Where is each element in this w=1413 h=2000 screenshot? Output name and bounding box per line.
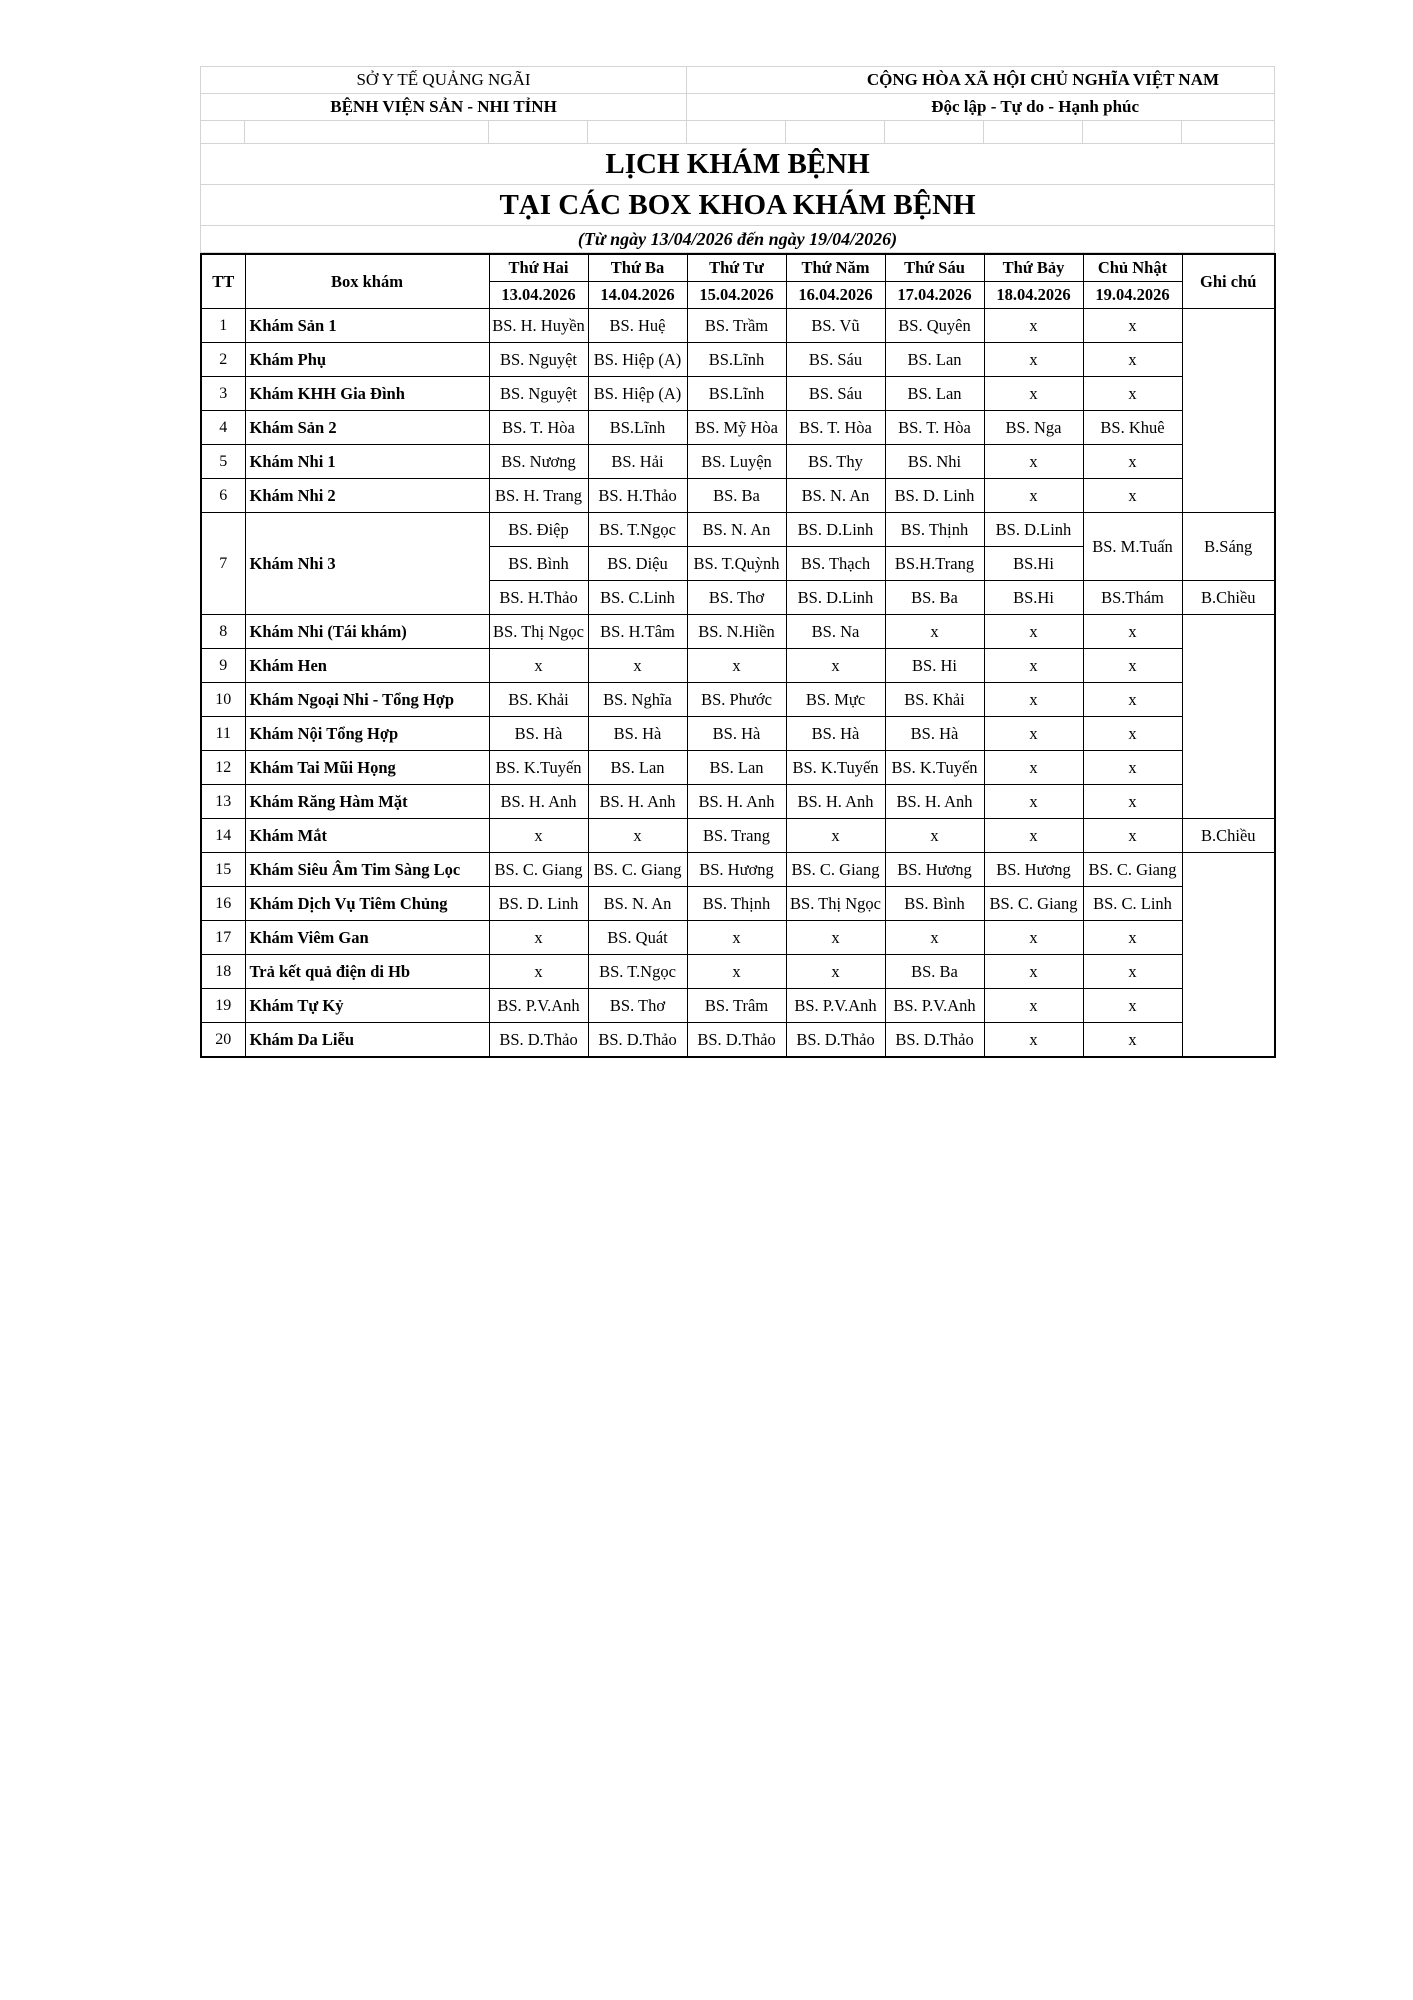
table-row xyxy=(201,309,1275,343)
doctor-cell: BS. Luyện xyxy=(687,445,786,479)
row-number: 1 xyxy=(201,309,245,343)
box-name: Khám Nhi (Tái khám) xyxy=(245,615,489,649)
row-number: 6 xyxy=(201,479,245,513)
table-row xyxy=(201,853,1275,887)
doctor-cell: BS. H. Trang xyxy=(489,479,588,513)
doctor-cell: BS.Hi xyxy=(984,547,1083,581)
doctor-cell: BS. Ba xyxy=(687,479,786,513)
doctor-cell: BS. C. Giang xyxy=(1083,853,1182,887)
schedule-table xyxy=(200,253,1276,1058)
doctor-cell: BS. C. Giang xyxy=(489,853,588,887)
doctor-cell: BS. Ba xyxy=(885,581,984,615)
column-header-box: Box khám xyxy=(245,254,489,309)
row-number: 4 xyxy=(201,411,245,445)
hospital-name: BỆNH VIỆN SẢN - NHI TỈNH xyxy=(201,94,687,121)
doctor-cell: BS. Hà xyxy=(786,717,885,751)
schedule-body xyxy=(201,309,1275,1058)
doctor-cell: x xyxy=(786,921,885,955)
table-row xyxy=(201,717,1275,751)
table-row xyxy=(201,955,1275,989)
doctor-cell: BS. D.Linh xyxy=(786,581,885,615)
doctor-cell: BS. Na xyxy=(786,615,885,649)
row-number: 17 xyxy=(201,921,245,955)
box-name: Khám Nhi 1 xyxy=(245,445,489,479)
doctor-cell: BS. T.Quỳnh xyxy=(687,547,786,581)
doctor-cell: BS. T.Ngọc xyxy=(588,513,687,547)
table-row xyxy=(201,683,1275,717)
doctor-cell: BS.Lĩnh xyxy=(687,377,786,411)
table-row xyxy=(201,377,1275,411)
doctor-cell: x xyxy=(786,649,885,683)
doctor-cell: BS. T.Ngọc xyxy=(588,955,687,989)
doctor-cell: BS.Hi xyxy=(984,581,1083,615)
doctor-cell: BS. Nguyệt xyxy=(489,377,588,411)
doctor-cell: x xyxy=(1083,1023,1182,1058)
doctor-cell: BS. K.Tuyến xyxy=(786,751,885,785)
column-header-date: 18.04.2026 xyxy=(984,282,1083,309)
doctor-cell: x xyxy=(1083,921,1182,955)
doctor-cell: x xyxy=(1083,479,1182,513)
doctor-cell: x xyxy=(984,649,1083,683)
doctor-cell: BS. Hiệp (A) xyxy=(588,343,687,377)
doctor-cell: x xyxy=(984,751,1083,785)
box-name: Khám KHH Gia Đình xyxy=(245,377,489,411)
table-row xyxy=(201,411,1275,445)
column-header-date: 19.04.2026 xyxy=(1083,282,1182,309)
doctor-cell: BS. Thị Ngọc xyxy=(489,615,588,649)
doctor-cell: BS. Bình xyxy=(885,887,984,921)
doctor-cell: x xyxy=(786,955,885,989)
row-number: 15 xyxy=(201,853,245,887)
doctor-cell: x xyxy=(1083,309,1182,343)
doctor-cell: BS. Lan xyxy=(588,751,687,785)
doctor-cell: x xyxy=(984,955,1083,989)
doctor-cell: BS. M.Tuấn xyxy=(1083,513,1182,581)
table-row xyxy=(201,785,1275,819)
table-row xyxy=(201,343,1275,377)
doctor-cell: x xyxy=(489,819,588,853)
note-cell: B.Chiều xyxy=(1182,819,1275,853)
doctor-cell: BS. Điệp xyxy=(489,513,588,547)
doctor-cell: x xyxy=(1083,785,1182,819)
row-number: 20 xyxy=(201,1023,245,1058)
doctor-cell: BS. Thạch xyxy=(786,547,885,581)
note-cell xyxy=(1182,309,1275,513)
doctor-cell: x xyxy=(687,921,786,955)
column-header-day: Thứ Hai xyxy=(489,254,588,282)
doctor-cell: BS. D.Linh xyxy=(984,513,1083,547)
doctor-cell: BS. Hà xyxy=(885,717,984,751)
doctor-cell: BS. Sáu xyxy=(786,343,885,377)
doctor-cell: BS. Nương xyxy=(489,445,588,479)
note-cell: B.Sáng xyxy=(1182,513,1275,581)
doctor-cell: x xyxy=(1083,343,1182,377)
doctor-cell: BS. K.Tuyến xyxy=(489,751,588,785)
row-number: 10 xyxy=(201,683,245,717)
column-header-day: Thứ Năm xyxy=(786,254,885,282)
doctor-cell: x xyxy=(885,615,984,649)
doctor-cell: BS. D. Linh xyxy=(885,479,984,513)
table-row xyxy=(201,615,1275,649)
doctor-cell: BS. P.V.Anh xyxy=(489,989,588,1023)
doctor-cell: x xyxy=(1083,751,1182,785)
doctor-cell: BS. C. Giang xyxy=(984,887,1083,921)
row-number: 13 xyxy=(201,785,245,819)
doctor-cell: BS. H. Anh xyxy=(885,785,984,819)
doctor-cell: BS. C. Giang xyxy=(588,853,687,887)
doctor-cell: BS.Thám xyxy=(1083,581,1182,615)
row-number: 5 xyxy=(201,445,245,479)
box-name: Khám Hen xyxy=(245,649,489,683)
column-header-day: Thứ Ba xyxy=(588,254,687,282)
doctor-cell: BS. Thy xyxy=(786,445,885,479)
agency-name: SỞ Y TẾ QUẢNG NGÃI xyxy=(201,67,687,94)
doctor-cell: BS. Quát xyxy=(588,921,687,955)
doctor-cell: x xyxy=(1083,445,1182,479)
doctor-cell: BS. D.Thảo xyxy=(687,1023,786,1058)
doctor-cell: x xyxy=(588,819,687,853)
doctor-cell: BS. D.Linh xyxy=(786,513,885,547)
doctor-cell: BS. H. Huyền xyxy=(489,309,588,343)
doctor-cell: BS. T. Hòa xyxy=(489,411,588,445)
column-header-date: 13.04.2026 xyxy=(489,282,588,309)
doctor-cell: BS. Trâm xyxy=(687,989,786,1023)
page-subtitle: TẠI CÁC BOX KHOA KHÁM BỆNH xyxy=(201,185,1275,226)
doctor-cell: x xyxy=(786,819,885,853)
box-name: Khám Sản 1 xyxy=(245,309,489,343)
table-row xyxy=(201,1023,1275,1058)
row-number: 9 xyxy=(201,649,245,683)
doctor-cell: x xyxy=(1083,989,1182,1023)
table-row xyxy=(201,989,1275,1023)
doctor-cell: BS. Thơ xyxy=(588,989,687,1023)
doctor-cell: x xyxy=(588,649,687,683)
doctor-cell: BS. D.Thảo xyxy=(885,1023,984,1058)
doctor-cell: BS. Thơ xyxy=(687,581,786,615)
doctor-cell: x xyxy=(984,683,1083,717)
doctor-cell: x xyxy=(489,955,588,989)
box-name: Trả kết quả điện di Hb xyxy=(245,955,489,989)
doctor-cell: x xyxy=(1083,377,1182,411)
doctor-cell: BS.Lĩnh xyxy=(588,411,687,445)
doctor-cell: BS. H.Thảo xyxy=(588,479,687,513)
box-name: Khám Nội Tổng Hợp xyxy=(245,717,489,751)
doctor-cell: BS. Bình xyxy=(489,547,588,581)
column-header-date: 15.04.2026 xyxy=(687,282,786,309)
doctor-cell: BS. P.V.Anh xyxy=(885,989,984,1023)
doctor-cell: BS. H. Anh xyxy=(489,785,588,819)
doctor-cell: BS. Ba xyxy=(885,955,984,989)
doctor-cell: x xyxy=(984,785,1083,819)
note-cell: B.Chiều xyxy=(1182,581,1275,615)
doctor-cell: BS. Hi xyxy=(885,649,984,683)
doctor-cell: BS. D.Thảo xyxy=(588,1023,687,1058)
doctor-cell: BS. Mỹ Hòa xyxy=(687,411,786,445)
column-header-day: Thứ Tư xyxy=(687,254,786,282)
doctor-cell: x xyxy=(1083,717,1182,751)
doctor-cell: BS. Khải xyxy=(489,683,588,717)
doctor-cell: BS. N. An xyxy=(687,513,786,547)
doctor-cell: BS. Quyên xyxy=(885,309,984,343)
note-cell xyxy=(1182,853,1275,1058)
row-number: 18 xyxy=(201,955,245,989)
table-row xyxy=(201,751,1275,785)
doctor-cell: x xyxy=(1083,615,1182,649)
doctor-cell: BS. Nghĩa xyxy=(588,683,687,717)
doctor-cell: BS. Diệu xyxy=(588,547,687,581)
page-title: LỊCH KHÁM BỆNH xyxy=(201,144,1275,185)
doctor-cell: BS. Hương xyxy=(687,853,786,887)
document-header xyxy=(200,66,1275,253)
box-name: Khám Sản 2 xyxy=(245,411,489,445)
doctor-cell: x xyxy=(984,921,1083,955)
box-name: Khám Tai Mũi Họng xyxy=(245,751,489,785)
box-name: Khám Nhi 2 xyxy=(245,479,489,513)
box-name: Khám Dịch Vụ Tiêm Chủng xyxy=(245,887,489,921)
table-row xyxy=(201,649,1275,683)
doctor-cell: BS. Hà xyxy=(588,717,687,751)
doctor-cell: BS. K.Tuyến xyxy=(885,751,984,785)
doctor-cell: BS.Lĩnh xyxy=(687,343,786,377)
doctor-cell: BS. Lan xyxy=(885,343,984,377)
doctor-cell: BS. H.Thảo xyxy=(489,581,588,615)
doctor-cell: x xyxy=(984,989,1083,1023)
doctor-cell: BS. Nhi xyxy=(885,445,984,479)
row-number: 8 xyxy=(201,615,245,649)
doctor-cell: BS. Nguyệt xyxy=(489,343,588,377)
doctor-cell: BS. Hương xyxy=(885,853,984,887)
doctor-cell: x xyxy=(984,343,1083,377)
country-name: CỘNG HÒA XÃ HỘI CHỦ NGHĨA VIỆT NAM xyxy=(687,67,1275,94)
box-name: Khám Tự Kỷ xyxy=(245,989,489,1023)
doctor-cell: BS. T. Hòa xyxy=(885,411,984,445)
table-row xyxy=(201,513,1275,547)
doctor-cell: x xyxy=(489,649,588,683)
row-number: 11 xyxy=(201,717,245,751)
doctor-cell: x xyxy=(984,615,1083,649)
doctor-cell: BS. Thịnh xyxy=(687,887,786,921)
doctor-cell: x xyxy=(687,649,786,683)
column-header-note: Ghi chú xyxy=(1182,254,1275,309)
doctor-cell: BS. N. An xyxy=(786,479,885,513)
doctor-cell: BS. Nga xyxy=(984,411,1083,445)
doctor-cell: x xyxy=(984,1023,1083,1058)
doctor-cell: BS. H. Anh xyxy=(786,785,885,819)
doctor-cell: BS. Thị Ngọc xyxy=(786,887,885,921)
doctor-cell: BS. H. Anh xyxy=(588,785,687,819)
table-row xyxy=(201,921,1275,955)
doctor-cell: BS. D.Thảo xyxy=(786,1023,885,1058)
box-name: Khám Răng Hàm Mặt xyxy=(245,785,489,819)
table-row xyxy=(201,819,1275,853)
doctor-cell: BS. Phước xyxy=(687,683,786,717)
doctor-cell: BS.H.Trang xyxy=(885,547,984,581)
doctor-cell: BS. Hương xyxy=(984,853,1083,887)
header-spacer-row xyxy=(201,121,1275,144)
date-range: (Từ ngày 13/04/2026 đến ngày 19/04/2026) xyxy=(201,226,1275,253)
table-row xyxy=(201,887,1275,921)
doctor-cell: BS. Lan xyxy=(687,751,786,785)
column-header-date: 16.04.2026 xyxy=(786,282,885,309)
doctor-cell: x xyxy=(885,819,984,853)
doctor-cell: BS. H.Tâm xyxy=(588,615,687,649)
doctor-cell: BS. Trang xyxy=(687,819,786,853)
doctor-cell: BS. Hiệp (A) xyxy=(588,377,687,411)
box-name: Khám Nhi 3 xyxy=(245,513,489,615)
doctor-cell: x xyxy=(984,717,1083,751)
table-row xyxy=(201,479,1275,513)
doctor-cell: BS. Lan xyxy=(885,377,984,411)
column-header-day: Thứ Bảy xyxy=(984,254,1083,282)
column-header-day: Thứ Sáu xyxy=(885,254,984,282)
box-name: Khám Ngoại Nhi - Tổng Hợp xyxy=(245,683,489,717)
column-header-date: 17.04.2026 xyxy=(885,282,984,309)
row-number: 2 xyxy=(201,343,245,377)
doctor-cell: x xyxy=(1083,649,1182,683)
doctor-cell: BS. Mực xyxy=(786,683,885,717)
box-name: Khám Viêm Gan xyxy=(245,921,489,955)
doctor-cell: x xyxy=(984,445,1083,479)
doctor-cell: x xyxy=(1083,955,1182,989)
doctor-cell: BS. T. Hòa xyxy=(786,411,885,445)
doctor-cell: x xyxy=(1083,819,1182,853)
doctor-cell: BS. N.Hiền xyxy=(687,615,786,649)
doctor-cell: BS. Hà xyxy=(489,717,588,751)
doctor-cell: x xyxy=(1083,683,1182,717)
box-name: Khám Siêu Âm Tim Sàng Lọc xyxy=(245,853,489,887)
box-name: Khám Da Liễu xyxy=(245,1023,489,1058)
doctor-cell: BS. Hà xyxy=(687,717,786,751)
doctor-cell: x xyxy=(885,921,984,955)
doctor-cell: x xyxy=(984,479,1083,513)
column-header-date: 14.04.2026 xyxy=(588,282,687,309)
doctor-cell: BS. Trầm xyxy=(687,309,786,343)
note-cell xyxy=(1182,615,1275,819)
doctor-cell: BS. Huệ xyxy=(588,309,687,343)
doctor-cell: BS. D.Thảo xyxy=(489,1023,588,1058)
doctor-cell: x xyxy=(984,309,1083,343)
table-row xyxy=(201,445,1275,479)
doctor-cell: BS. P.V.Anh xyxy=(786,989,885,1023)
doctor-cell: BS. Thịnh xyxy=(885,513,984,547)
column-header-tt: TT xyxy=(201,254,245,309)
row-number: 14 xyxy=(201,819,245,853)
doctor-cell: BS. D. Linh xyxy=(489,887,588,921)
row-number: 19 xyxy=(201,989,245,1023)
schedule-sheet xyxy=(200,66,1274,1058)
row-number: 7 xyxy=(201,513,245,615)
row-number: 12 xyxy=(201,751,245,785)
national-motto: Độc lập - Tự do - Hạnh phúc xyxy=(687,94,1275,121)
doctor-cell: x xyxy=(984,377,1083,411)
doctor-cell: BS. Hải xyxy=(588,445,687,479)
doctor-cell: BS. Vũ xyxy=(786,309,885,343)
doctor-cell: BS. Khải xyxy=(885,683,984,717)
doctor-cell: x xyxy=(687,955,786,989)
box-name: Khám Phụ xyxy=(245,343,489,377)
doctor-cell: x xyxy=(984,819,1083,853)
doctor-cell: x xyxy=(489,921,588,955)
doctor-cell: BS. Sáu xyxy=(786,377,885,411)
doctor-cell: BS. C. Linh xyxy=(1083,887,1182,921)
box-name: Khám Mắt xyxy=(245,819,489,853)
column-header-day: Chủ Nhật xyxy=(1083,254,1182,282)
doctor-cell: BS. C.Linh xyxy=(588,581,687,615)
row-number: 16 xyxy=(201,887,245,921)
doctor-cell: BS. N. An xyxy=(588,887,687,921)
doctor-cell: BS. H. Anh xyxy=(687,785,786,819)
doctor-cell: BS. C. Giang xyxy=(786,853,885,887)
row-number: 3 xyxy=(201,377,245,411)
doctor-cell: BS. Khuê xyxy=(1083,411,1182,445)
